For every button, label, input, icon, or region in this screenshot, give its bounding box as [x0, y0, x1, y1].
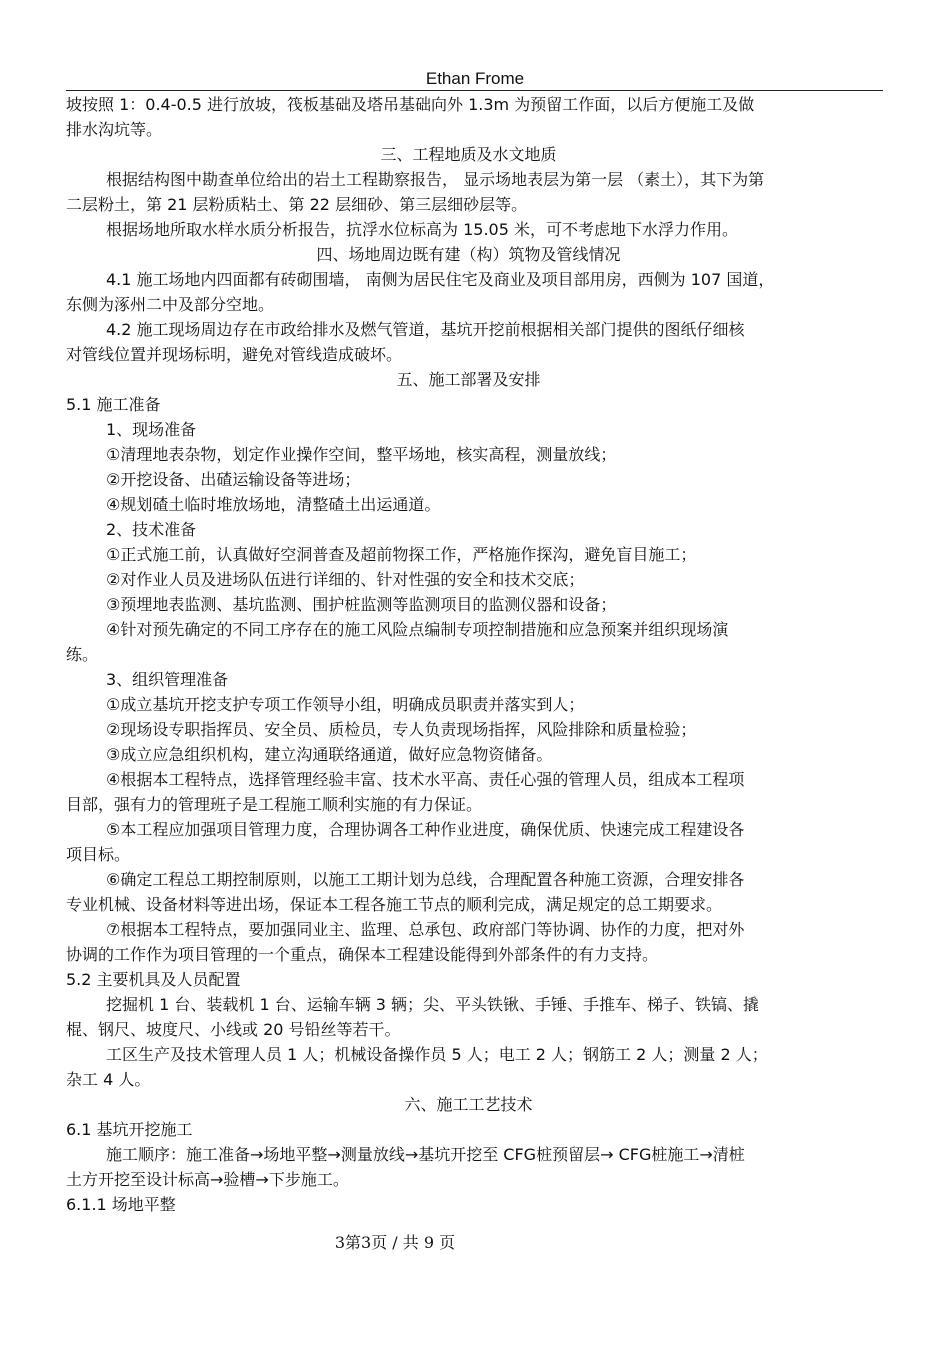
text-line: 工区生产及技术管理人员 1 人；机械设备操作员 5 人；电工 2 人；钢筋工 2 人；测量 2 人；	[106, 1045, 768, 1064]
text-line: ③成立应急组织机构，建立沟通联络通道，做好应急物资储备。	[106, 745, 553, 764]
text-line: 挖掘机 1 台、装载机 1 台、运输车辆 3 辆；尖、平头铁锹、手锤、手推车、梯子、铁镐、撬	[106, 995, 760, 1014]
text-line: 6.1 基坑开挖施工	[66, 1120, 193, 1139]
text-line: 目部，强有力的管理班子是工程施工顺利实施的有力保证。	[66, 795, 483, 814]
section-heading: 六、施工工艺技术	[404, 1095, 533, 1114]
text-line: 根据结构图中勘查单位给出的岩土工程勘察报告， 显示场地表层为第一层 （素土），其下为第	[106, 170, 765, 189]
document-body	[66, 92, 871, 1217]
text-line: 坡按照 1：0.4-0.5 进行放坡，筏板基础及塔吊基础向外 1.3m 为预留工作面，以后方便施工及做	[66, 95, 755, 114]
text-line: 4.2 施工现场周边存在市政给排水及燃气管道，基坑开挖前根据相关部门提供的图纸仔细核	[106, 320, 745, 339]
text-line: ⑦根据本工程特点，要加强同业主、监理、总承包、政府部门等协调、协作的力度，把对外	[106, 920, 745, 939]
text-line: ③预埋地表监测、基坑监测、围护桩监测等监测项目的监测仪器和设备；	[106, 595, 617, 614]
text-line: 6.1.1 场地平整	[66, 1195, 176, 1214]
text-line: 练。	[66, 645, 99, 664]
text-line: 排水沟坑等。	[66, 120, 163, 139]
text-line: 东侧为涿州二中及部分空地。	[66, 295, 275, 314]
text-line: 专业机械、设备材料等进出场，保证本工程各施工节点的顺利完成，满足规定的总工期要求。	[66, 895, 723, 914]
section-heading: 五、施工部署及安排	[396, 370, 541, 389]
text-line: ①清理地表杂物，划定作业操作空间，整平场地，核实高程，测量放线；	[106, 445, 617, 464]
text-line: 5.1 施工准备	[66, 395, 161, 414]
text-line: 对管线位置并现场标明，避免对管线造成破坏。	[66, 345, 403, 364]
text-line: 杂工 4 人。	[66, 1070, 151, 1089]
text-line: ①成立基坑开挖支护专项工作领导小组，明确成员职责并落实到人；	[106, 695, 585, 714]
document-header-author: Ethan Frome	[425, 69, 525, 88]
text-line: 二层粉土，第 21 层粉质粘土、第 22 层细砂、第三层细砂层等。	[66, 195, 528, 214]
text-line: ⑥确定工程总工期控制原则，以施工工期计划为总线，合理配置各种施工资源，合理安排各	[106, 870, 745, 889]
text-line: 土方开挖至设计标高→验槽→下步施工。	[66, 1170, 349, 1189]
text-line: ④规划碴土临时堆放场地，清整碴土出运通道。	[106, 495, 441, 514]
text-line: 4.1 施工场地内四面都有砖砌围墙， 南侧为居民住宅及商业及项目部用房，西侧为 107 国道，	[106, 270, 775, 289]
text-line: 协调的工作作为项目管理的一个重点，确保本工程建设能得到外部条件的有力支持。	[66, 945, 659, 964]
header-divider	[66, 90, 883, 91]
text-line: 项目标。	[66, 845, 131, 864]
section-heading: 四、场地周边既有建（构）筑物及管线情况	[316, 245, 621, 264]
text-line: 5.2 主要机具及人员配置	[66, 970, 241, 989]
text-line: ①正式施工前，认真做好空洞普查及超前物探工作，严格施作探沟，避免盲目施工；	[106, 545, 697, 564]
text-line: 1、现场准备	[106, 420, 197, 439]
text-line: ②开挖设备、出碴运输设备等进场；	[106, 470, 361, 489]
text-line: 施工顺序：施工准备→场地平整→测量放线→基坑开挖至 CFG桩预留层→ CFG桩施工→清桩	[106, 1145, 745, 1164]
text-line: ④针对预先确定的不同工序存在的施工风险点编制专项控制措施和应急预案并组织现场演	[106, 620, 729, 639]
text-line: 3、组织管理准备	[106, 670, 229, 689]
text-line: ②对作业人员及进场队伍进行详细的、针对性强的安全和技术交底；	[106, 570, 585, 589]
text-line: ②现场设专职指挥员、安全员、质检员，专人负责现场指挥，风险排除和质量检验；	[106, 720, 697, 739]
text-line: ④根据本工程特点，选择管理经验丰富、技术水平高、责任心强的管理人员，组成本工程项	[106, 770, 745, 789]
text-line: 棍、钢尺、坡度尺、小线或 20 号铅丝等若干。	[66, 1020, 401, 1039]
section-heading: 三、工程地质及水文地质	[380, 145, 557, 164]
page-number: 3第3页 / 共 9 页	[334, 1233, 456, 1252]
text-line: 根据场地所取水样水质分析报告，抗浮水位标高为 15.05 米，可不考虑地下水浮力作用。	[106, 220, 738, 239]
text-line: ⑤本工程应加强项目管理力度，合理协调各工种作业进度，确保优质、快速完成工程建设各	[106, 820, 745, 839]
text-line: 2、技术准备	[106, 520, 197, 539]
